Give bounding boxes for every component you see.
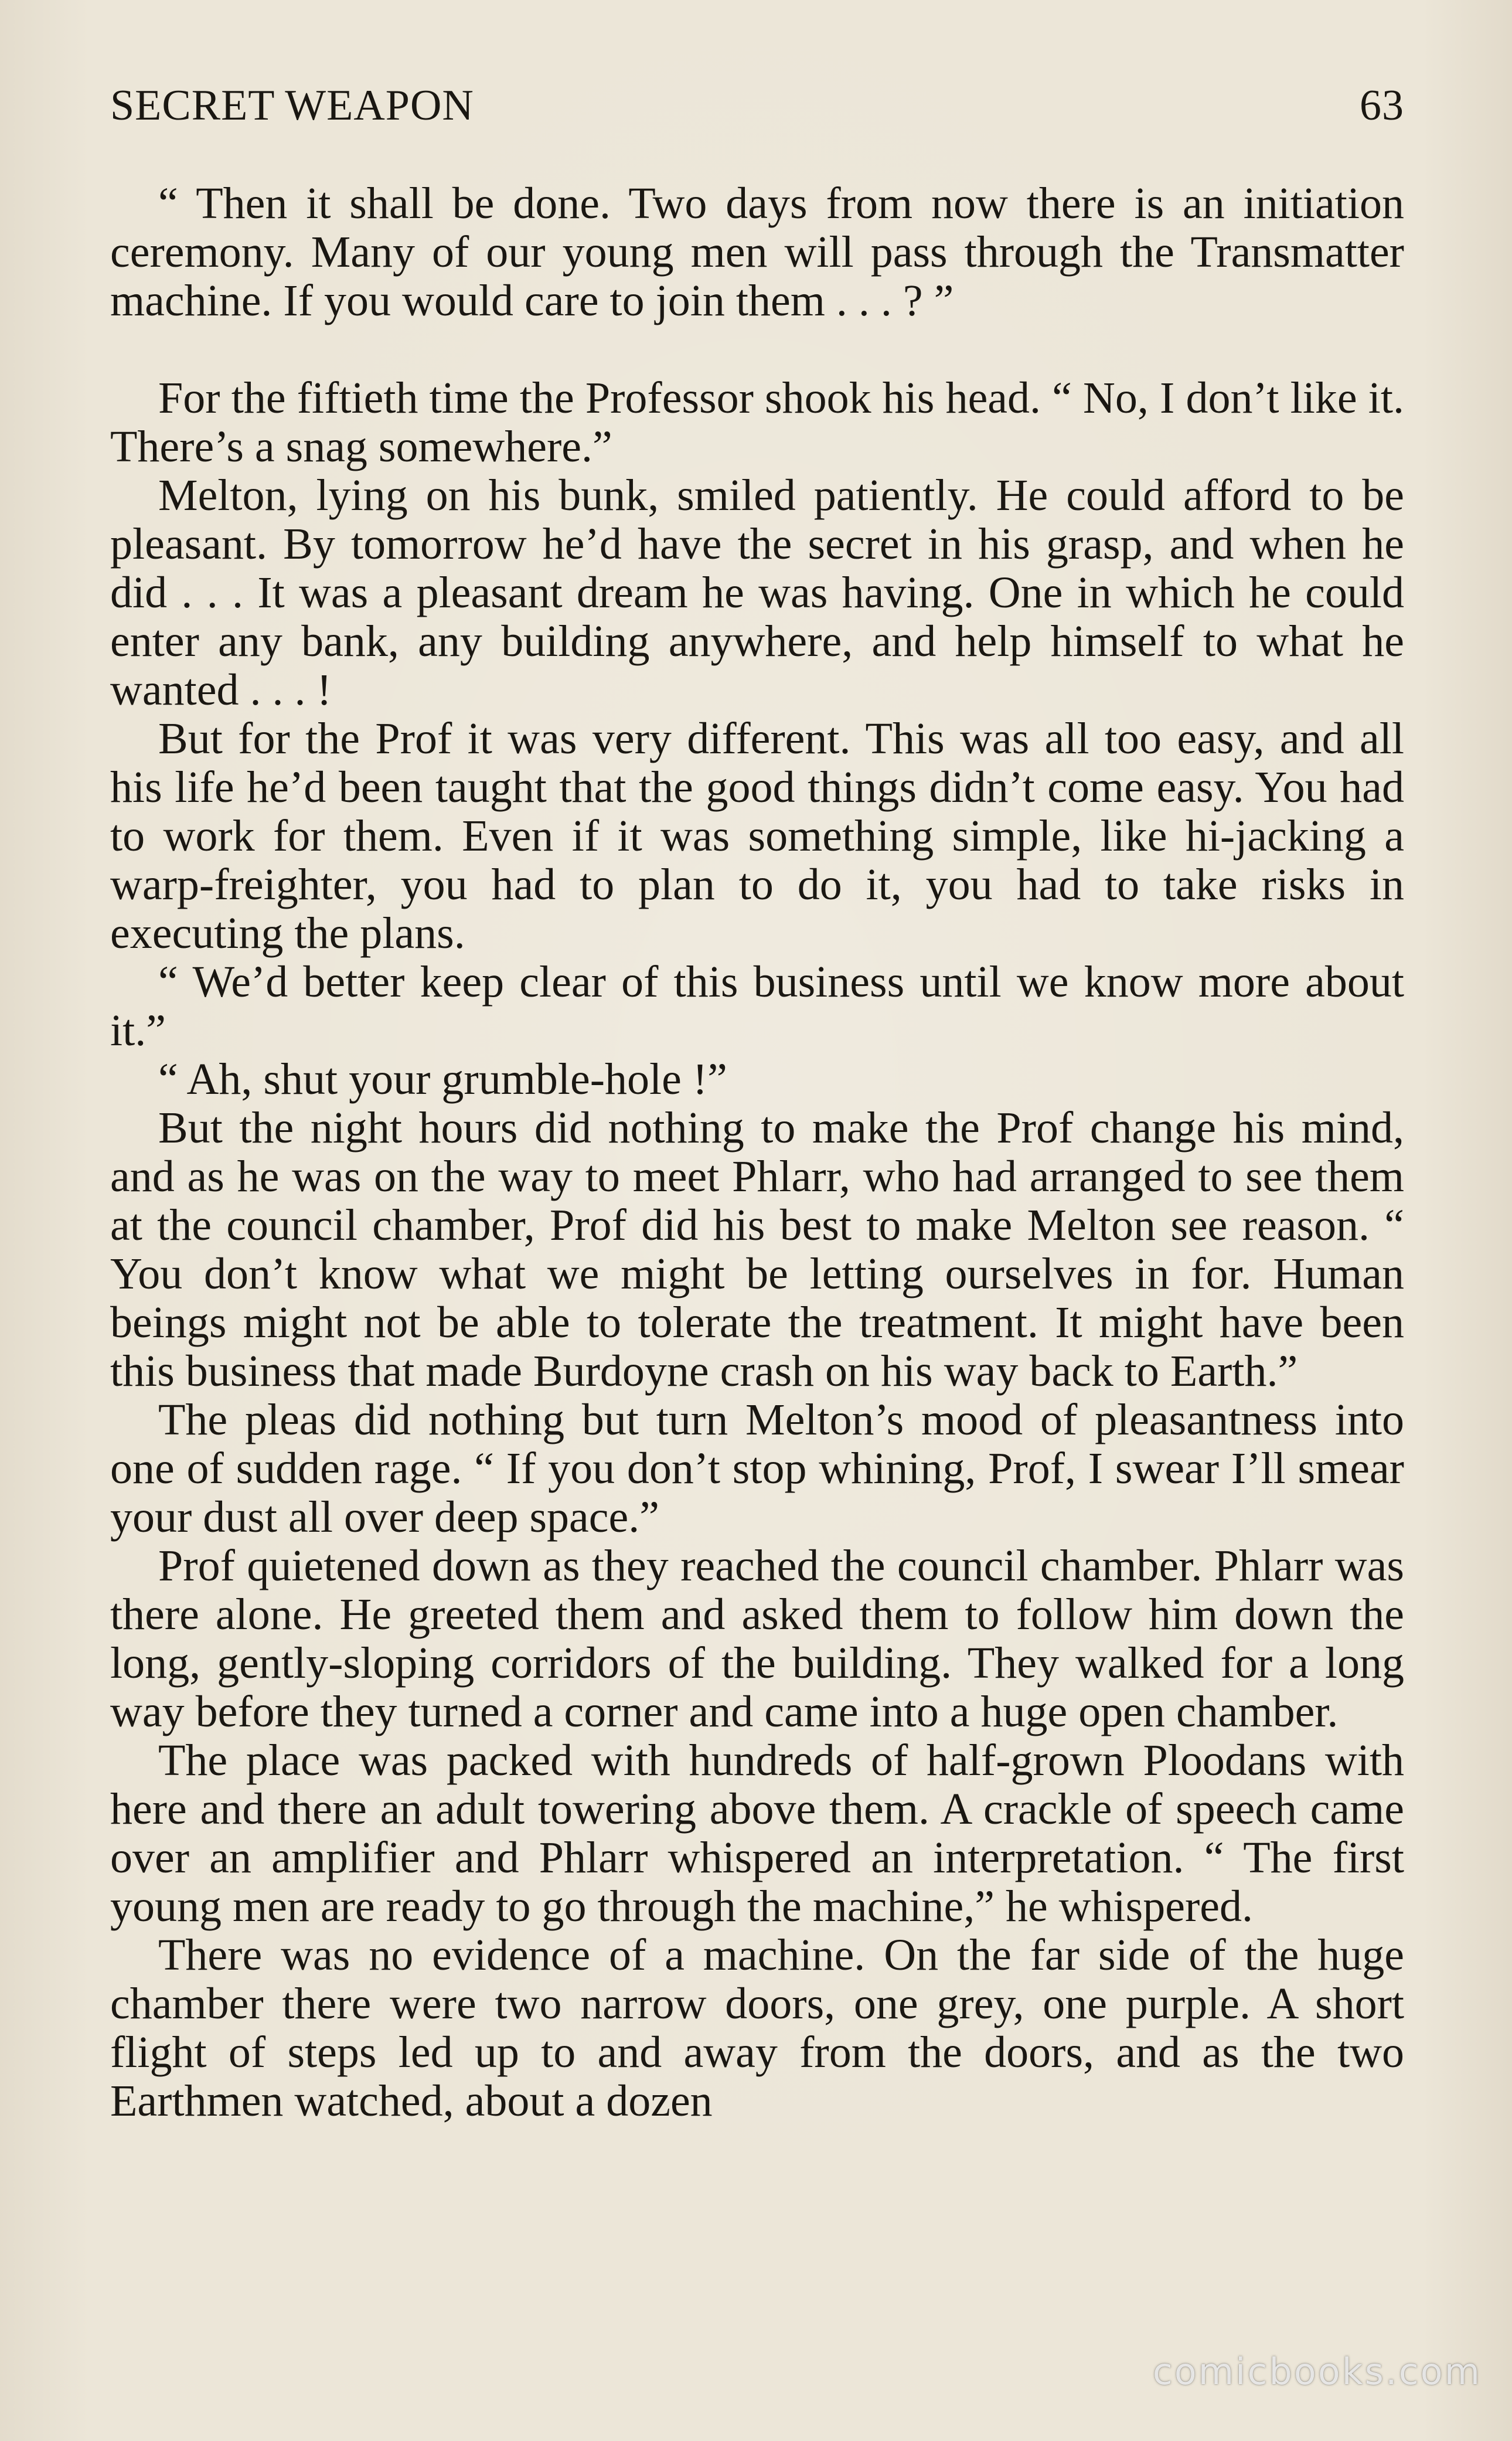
paragraph: Prof quietened down as they reached the council chamber. Phlarr was there alone. He greeted them and asked them to follow him down the long, gently-sloping corridors of the building. They walked for a long way before they turned a corner and came into a huge open chamber. bbox=[110, 1541, 1404, 1736]
paragraph: For the fiftieth time the Professor shook his head. “ No, I don’t like it. There’s a snag somewhere.” bbox=[110, 373, 1404, 471]
running-head bbox=[110, 81, 1404, 140]
paragraph: The pleas did nothing but turn Melton’s mood of pleasantness into one of sudden rage. “ If you don’t stop whining, Prof, I swear I’ll smear your dust all over deep space.” bbox=[110, 1395, 1404, 1542]
paragraph: Melton, lying on his bunk, smiled patiently. He could afford to be pleasant. By tomorrow he’d have the secret in his grasp, and when he did . . . It was a pleasant dream he was having. One in which he could enter any bank, any building anywhere, and help himself to what he wanted . . . ! bbox=[110, 471, 1404, 715]
paragraph: The place was packed with hundreds of half-grown Ploodans with here and there an adult towering above them. A crackle of speech came over an amplifier and Phlarr whispered an interpretation. “ The first young men are ready to go through the machine,” he whispered. bbox=[110, 1736, 1404, 1931]
paragraph: But for the Prof it was very different. This was all too easy, and all his life he’d been taught that the good things didn’t come easy. You had to work for them. Even if it was something simple, like hi-jacking a warp-freighter, you had to plan to do it, you had to take risks in executing the plans. bbox=[110, 714, 1404, 958]
watermark: comicbooks.com bbox=[1152, 2350, 1482, 2393]
body-text bbox=[110, 179, 1404, 2126]
paragraph: “ We’d better keep clear of this business until we know more about it.” bbox=[110, 957, 1404, 1055]
paragraph: There was no evidence of a machine. On the far side of the huge chamber there were two narrow doors, one grey, one purple. A short flight of steps led up to and away from the doors, and as the two Earthmen watched, about a dozen bbox=[110, 1930, 1404, 2126]
page-number: 63 bbox=[1360, 81, 1404, 130]
paragraph: “ Then it shall be done. Two days from now there is an initiation ceremony. Many of our young men will pass through the Transmatter machine. If you would care to join them . . . ? ” bbox=[110, 179, 1404, 325]
running-title: SECRET WEAPON bbox=[110, 81, 474, 130]
paragraph: “ Ah, shut your grumble-hole !” bbox=[158, 1055, 727, 1104]
paragraph: But the night hours did nothing to make the Prof change his mind, and as he was on the way to meet Phlarr, who had arranged to see them at the council chamber, Prof did his best to make Melton see reason. “ You don’t know what we might be letting ourselves in for. Human beings might not be able to tolerate the treatment. It might have been this business that made Burdoyne crash on his way back to Earth.” bbox=[110, 1103, 1404, 1396]
